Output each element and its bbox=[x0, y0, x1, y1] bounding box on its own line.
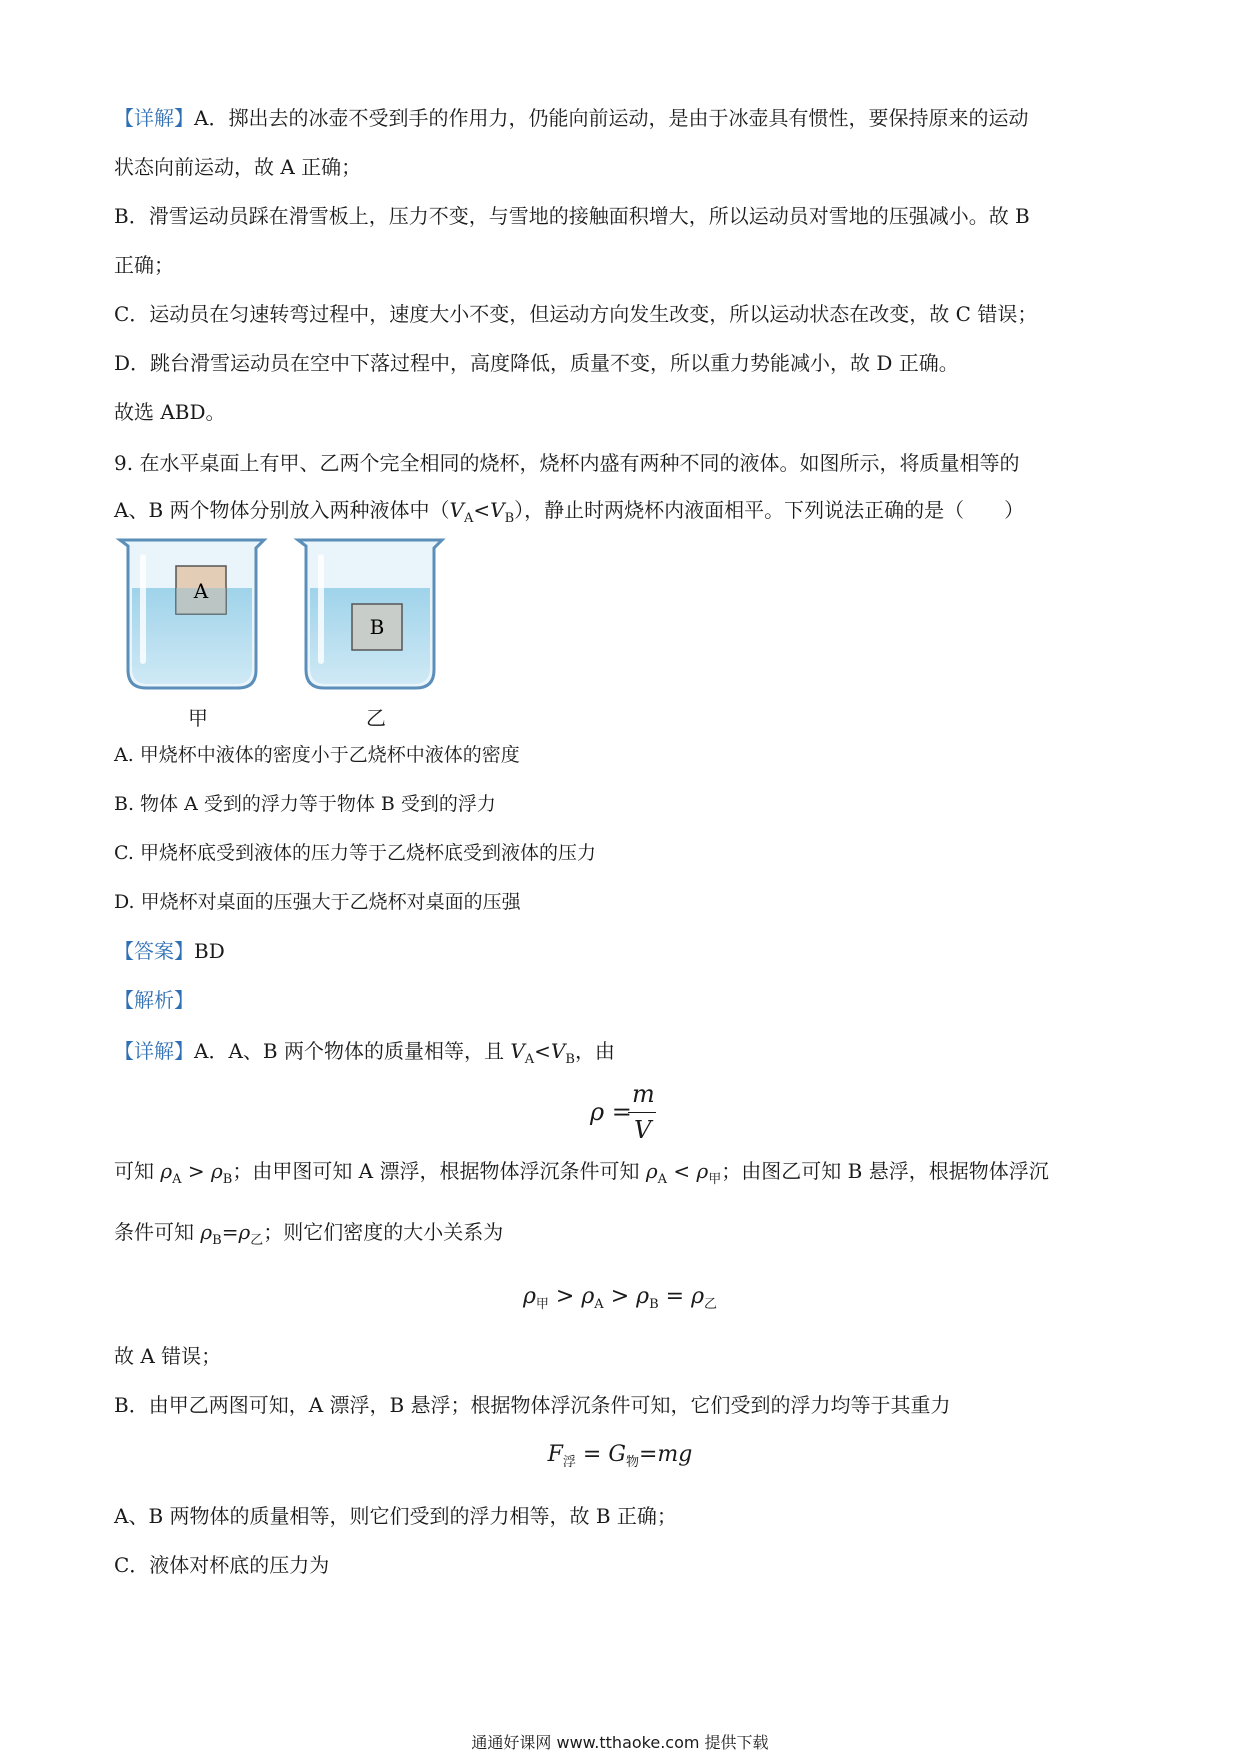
force-f: F bbox=[547, 1442, 563, 1467]
rho-jia-1-sub: 甲 bbox=[708, 1172, 722, 1187]
sol-vb: V bbox=[550, 1039, 566, 1063]
rho-b-1-sub: B bbox=[222, 1172, 233, 1187]
volume-b-sub: B bbox=[504, 511, 515, 526]
answer-line bbox=[114, 937, 225, 965]
question-line1: 9. 在水平桌面上有甲、乙两个完全相同的烧杯，烧杯内盛有两种不同的液体。如图所示，将质量相等的 bbox=[114, 451, 1020, 475]
sol-lt: < bbox=[534, 1039, 551, 1063]
rel-rho-b: ρ bbox=[636, 1284, 650, 1309]
density-formula-lhs: ρ = bbox=[590, 1098, 632, 1126]
sol-va: V bbox=[510, 1039, 525, 1063]
sol-va-sub: A bbox=[524, 1052, 535, 1067]
rho-a-1: ρ bbox=[160, 1159, 173, 1183]
solution-b-line: B．由甲乙两图可知，A 漂浮，B 悬浮；根据物体浮沉条件可知，它们受到的浮力均等于其重力 bbox=[114, 1393, 951, 1417]
block-b-label: B bbox=[369, 615, 385, 639]
gt-1: > bbox=[187, 1159, 205, 1183]
force-f-sub: 浮 bbox=[562, 1455, 576, 1470]
buoyancy-formula bbox=[0, 1442, 1240, 1470]
beaker-jia bbox=[120, 540, 264, 688]
beaker-jia-label: 甲 bbox=[188, 706, 208, 730]
solution-a-pre: A．A、B 两个物体的质量相等，且 bbox=[194, 1039, 511, 1063]
answer-value: BD bbox=[194, 939, 225, 963]
prev-solution-a-line2: 状态向前运动，故 A 正确； bbox=[114, 155, 362, 179]
detail-tag: 【详解】 bbox=[114, 106, 194, 130]
beaker-figure bbox=[114, 532, 454, 730]
prev-a-text-1: A．掷出去的冰壶不受到手的作用力，仍能向前运动，是由于冰壶具有惯性，要保持原来的运动 bbox=[194, 106, 1029, 130]
rho-b-2: ρ bbox=[200, 1220, 213, 1244]
gravity-g: G bbox=[608, 1442, 626, 1467]
rel-rho-yi-sub: 乙 bbox=[704, 1297, 718, 1312]
answer-tag: 【答案】 bbox=[114, 939, 194, 963]
sol-vb-sub: B bbox=[565, 1052, 575, 1067]
rho-a-2: ρ bbox=[645, 1159, 658, 1183]
rel-gt-2: > bbox=[610, 1284, 630, 1309]
rel-rho-a-sub: A bbox=[594, 1297, 604, 1312]
eq-2: = bbox=[221, 1220, 239, 1244]
volume-a: V bbox=[449, 498, 464, 522]
prev-solution-d-line: D．跳台滑雪运动员在空中下落过程中，高度降低，质量不变，所以重力势能减小，故 D 正确。 bbox=[114, 351, 959, 375]
volume-b: V bbox=[490, 498, 505, 522]
less-than: < bbox=[473, 498, 491, 522]
solution-cond-line bbox=[114, 1218, 503, 1255]
gravity-g-sub: 物 bbox=[625, 1455, 639, 1470]
rho-b-1: ρ bbox=[211, 1159, 223, 1183]
density-relation bbox=[0, 1284, 1240, 1312]
rho-a-2-sub: A bbox=[657, 1172, 668, 1187]
rho-yi-1-sub: 乙 bbox=[250, 1233, 264, 1248]
rel-eq: = bbox=[665, 1284, 685, 1309]
footer: 通通好课网 www.tthaoke.com 提供下载 bbox=[471, 1733, 769, 1752]
solution-a-conclusion: 故 A 错误； bbox=[114, 1344, 222, 1368]
question-line2-post: ），静止时两烧杯内液面相平。下列说法正确的是（ ） bbox=[514, 498, 1025, 522]
lt-2: < bbox=[673, 1159, 691, 1183]
rho-b-2-sub: B bbox=[212, 1233, 222, 1248]
volume-a-sub: A bbox=[463, 511, 474, 526]
rel-rho-jia: ρ bbox=[522, 1284, 536, 1309]
mg: =mg bbox=[638, 1442, 693, 1467]
analysis-tag: 【解析】 bbox=[114, 988, 194, 1012]
density-formula-den: V bbox=[634, 1116, 652, 1144]
option-c: C. 甲烧杯底受到液体的压力等于乙烧杯底受到液体的压力 bbox=[114, 842, 596, 864]
cond-2: ；则它们密度的大小关系为 bbox=[263, 1220, 504, 1244]
glass-highlight-jia bbox=[140, 554, 146, 664]
glass-highlight-yi bbox=[318, 554, 324, 664]
cond-1: 条件可知 bbox=[114, 1220, 194, 1244]
prev-solution-b-line2: 正确； bbox=[114, 253, 174, 277]
solution-c-line: C．液体对杯底的压力为 bbox=[114, 1553, 330, 1577]
prev-solution-conclusion: 故选 ABD。 bbox=[114, 400, 226, 424]
fraction-bar bbox=[628, 1112, 656, 1113]
rho-a-1-sub: A bbox=[172, 1172, 182, 1187]
option-a: A. 甲烧杯中液体的密度小于乙烧杯中液体的密度 bbox=[114, 744, 520, 766]
rel-rho-b-sub: B bbox=[649, 1297, 659, 1312]
block-a-label: A bbox=[193, 579, 209, 603]
prev-solution-c-line: C．运动员在匀速转弯过程中，速度大小不变，但运动方向发生改变，所以运动状态在改变，故 C 错误； bbox=[114, 302, 1038, 326]
prev-solution-a-line1 bbox=[114, 104, 1028, 132]
prev-solution-b-line1: B．滑雪运动员踩在滑雪板上，压力不变，与雪地的接触面积增大，所以运动员对雪地的压强减小。故 B bbox=[114, 204, 1030, 228]
beakers-svg bbox=[114, 532, 454, 702]
bf-eq: = bbox=[582, 1442, 602, 1467]
solution-know-line bbox=[114, 1157, 1049, 1194]
beaker-yi bbox=[298, 540, 442, 688]
rho-yi-1: ρ bbox=[238, 1220, 251, 1244]
know-1: 可知 bbox=[114, 1159, 154, 1183]
option-d: D. 甲烧杯对桌面的压强大于乙烧杯对桌面的压强 bbox=[114, 891, 521, 913]
density-formula-num: m bbox=[632, 1080, 655, 1108]
rho-jia-1: ρ bbox=[696, 1159, 709, 1183]
question-line2 bbox=[114, 496, 1024, 533]
solution-a-post: ，由 bbox=[574, 1039, 615, 1063]
option-b: B. 物体 A 受到的浮力等于物体 B 受到的浮力 bbox=[114, 793, 496, 815]
solution-b-conclusion: A、B 两物体的质量相等，则它们受到的浮力相等，故 B 正确； bbox=[114, 1504, 677, 1528]
question-line2-pre: A、B 两个物体分别放入两种液体中（ bbox=[114, 498, 450, 522]
rel-rho-a: ρ bbox=[581, 1284, 595, 1309]
rel-gt-1: > bbox=[555, 1284, 575, 1309]
know-2: ；由甲图可知 A 漂浮，根据物体浮沉条件可知 bbox=[232, 1159, 640, 1183]
rel-rho-yi: ρ bbox=[691, 1284, 704, 1309]
beaker-yi-label: 乙 bbox=[366, 706, 386, 730]
rel-rho-jia-sub: 甲 bbox=[535, 1297, 549, 1312]
solution-detail-tag: 【详解】 bbox=[114, 1039, 194, 1063]
know-3: ；由图乙可知 B 悬浮，根据物体浮沉 bbox=[721, 1159, 1049, 1183]
solution-a-line bbox=[114, 1037, 615, 1074]
